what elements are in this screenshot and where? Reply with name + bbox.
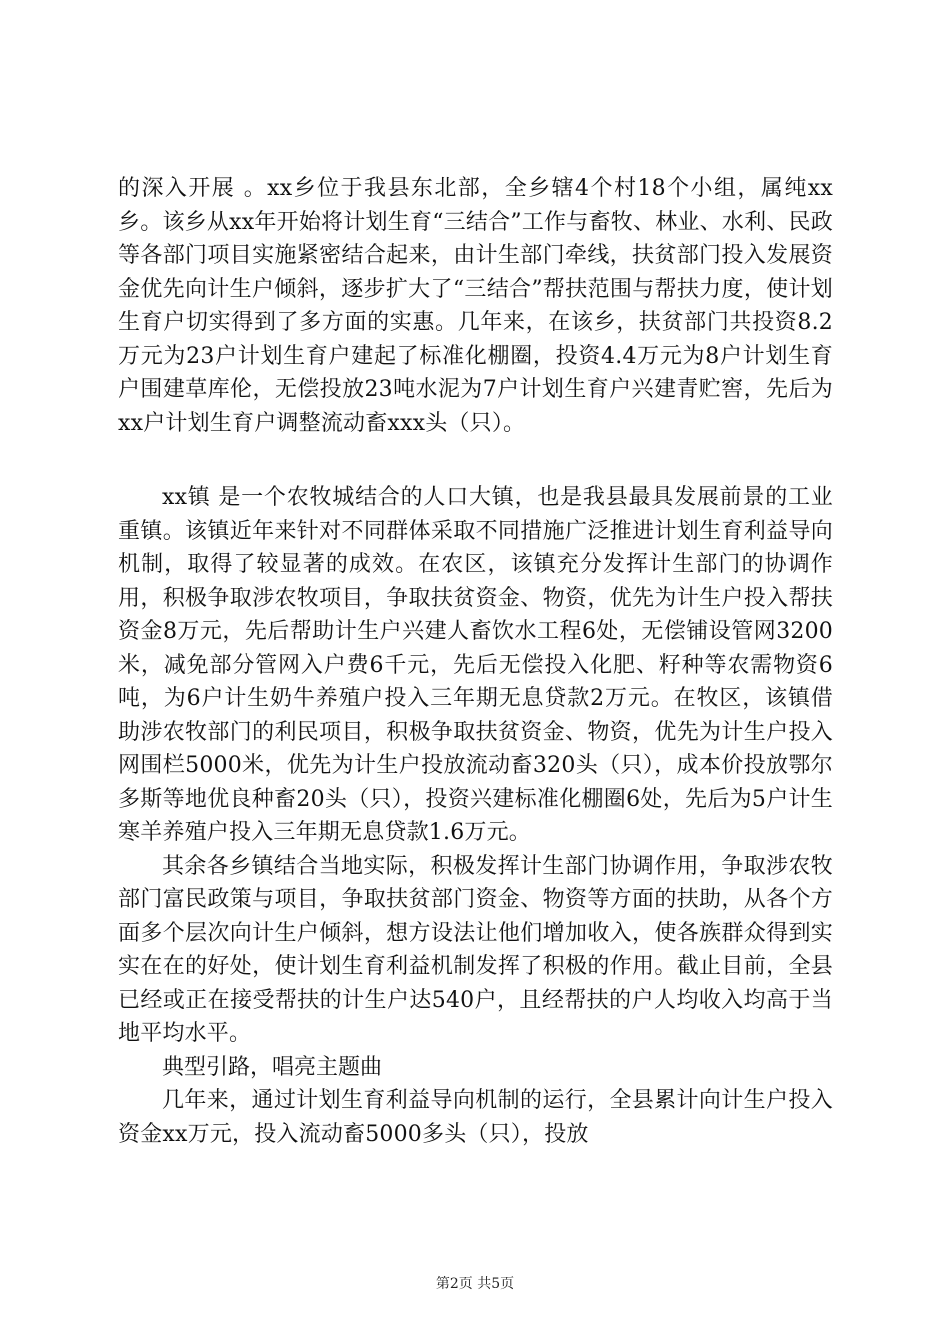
paragraph-town-development: xx镇 是一个农牧城结合的人口大镇，也是我县最具发展前景的工业重镇。该镇近年来针对不同群体采取不同措施广泛推进计划生育利益导向机制，取得了较显著的成效。在农区，该镇充分发挥计生部门的协调作用，积极争取涉农牧项目，争取扶贫资金、物资，优先为计生户投入帮扶资金8万元，先后帮助计生户兴建人畜饮水工程6处，无偿铺设管网3200米，减免部分管网入户费6千元，先后无偿投入化肥、籽种等农需物资6吨，为6户计生奶牛养殖户投入三年期无息贷款2万元。在牧区，该镇借助涉农牧部门的利民项目，积极争取扶贫资金、物资，优先为计生户投入网围栏5000米，优先为计生户投放流动畜320头（只），成本价投放鄂尔多斯等地优良种畜20头（只），投资兴建标准化棚圈6处，先后为5户计生寒羊养殖户投入三年期无息贷款1.6万元。	[118, 485, 833, 845]
paragraph-other-townships: 其余各乡镇结合当地实际，积极发挥计生部门协调作用，争取涉农牧部门富民政策与项目，争取扶贫部门资金、物资等方面的扶助，从各个方面多个层次向计生户倾斜，想方设法让他们增加收入，使各族群众得到实实在在的好处，使计划生育利益机制发挥了积极的作用。截止目前，全县已经或正在接受帮扶的计生户达540户，且经帮扶的户人均收入均高于当地平均水平。	[118, 853, 833, 1046]
section-heading: 典型引路，唱亮主题曲	[162, 1054, 383, 1080]
paragraph-township-east: 的深入开展 。xx乡位于我县东北部，全乡辖4个村18个小组，属纯xx乡。该乡从xx年开始将计划生育“三结合”工作与畜牧、林业、水利、民政等各部门项目实施紧密结合起来，由计生部门牵线，扶贫部门投入发展资金优先向计生户倾斜，逐步扩大了“三结合”帮扶范围与帮扶力度，使计划生育户切实得到了多方面的实惠。几年来，在该乡，扶贫部门共投资8.2万元为23户计划生育户建起了标准化棚圈，投资4.4万元为8户计划生育户围建草库伦，无偿投放23吨水泥为7户计划生育户兴建青贮窖，先后为xx户计划生育户调整流动畜xxx头（只）。	[118, 176, 833, 436]
page-footer: 第2页 共5页	[435, 1276, 515, 1292]
document-body	[118, 172, 833, 1151]
paragraph-summary: 几年来，通过计划生育利益导向机制的运行，全县累计向计生户投入资金xx万元，投入流动畜5000多头（只），投放	[118, 1088, 833, 1147]
